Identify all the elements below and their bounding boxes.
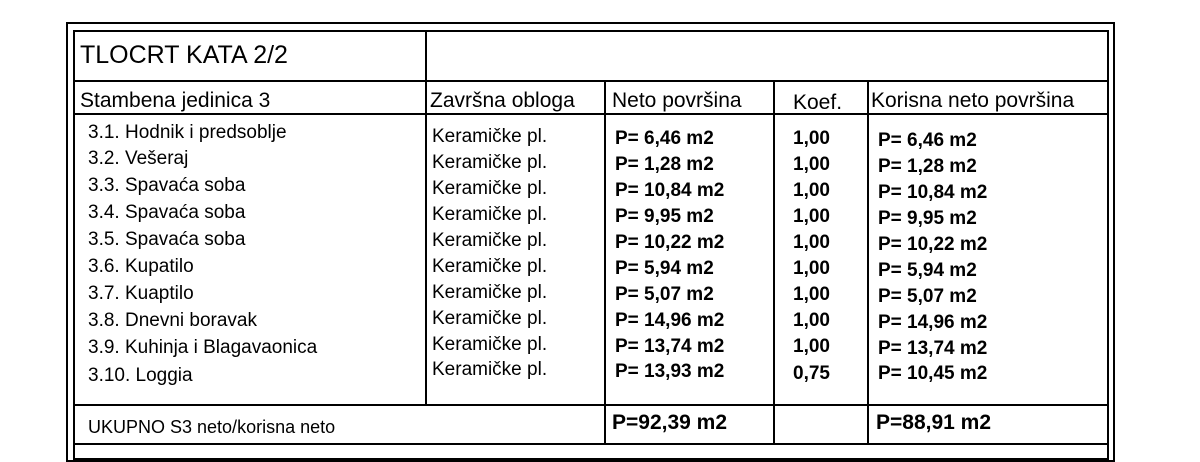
header-net-area: Neto površina [612,89,742,112]
row-8-room: 3.8. Dnevni boravak [88,310,257,331]
row-5-usable: P= 10,22 m2 [878,234,988,255]
row-5-net: P= 10,22 m2 [615,232,725,253]
row-9-coef: 1,00 [793,336,830,357]
row-6-room: 3.6. Kupatilo [88,256,194,277]
row-10-usable: P= 10,45 m2 [878,363,988,384]
row-10-net: P= 13,93 m2 [615,361,725,382]
total-net: P=92,39 m2 [612,411,728,434]
row-3-usable: P= 10,84 m2 [878,182,988,203]
row-5-room: 3.5. Spavaća soba [88,229,246,250]
row-3-coef: 1,00 [793,180,830,201]
row-4-net: P= 9,95 m2 [615,206,714,227]
row-2-net: P= 1,28 m2 [615,154,714,175]
row-7-net: P= 5,07 m2 [615,284,714,305]
row-9-room: 3.9. Kuhinja i Blagavaonica [88,337,318,358]
row-8-coef: 1,00 [793,310,830,331]
row-7-usable: P= 5,07 m2 [878,286,977,307]
row-1-net: P= 6,46 m2 [615,128,714,149]
row-5-finish: Keramičke pl. [432,230,548,251]
header-unit: Stambena jedinica 3 [80,89,271,112]
total-usable: P=88,91 m2 [876,411,992,434]
header-coef: Koef. [793,91,843,114]
header-finish: Završna obloga [430,89,575,112]
row-7-room: 3.7. Kuaptilo [88,283,194,304]
header-usable-area: Korisna neto površina [871,89,1075,112]
row-3-net: P= 10,84 m2 [615,180,725,201]
body-divider [73,404,1109,406]
row-1-room: 3.1. Hodnik i predsoblje [88,122,287,143]
row-8-finish: Keramičke pl. [432,308,548,329]
row-4-finish: Keramičke pl. [432,204,548,225]
col-divider-finish [425,80,427,406]
row-6-net: P= 5,94 m2 [615,258,714,279]
row-2-usable: P= 1,28 m2 [878,156,977,177]
row-1-usable: P= 6,46 m2 [878,130,977,151]
col-divider-net [604,80,606,445]
row-7-finish: Keramičke pl. [432,282,548,303]
row-9-finish: Keramičke pl. [432,334,548,355]
row-6-finish: Keramičke pl. [432,256,548,277]
row-6-coef: 1,00 [793,258,830,279]
row-4-room: 3.4. Spavaća soba [88,202,246,223]
row-8-usable: P= 14,96 m2 [878,312,988,333]
row-8-net: P= 14,96 m2 [615,310,725,331]
row-3-finish: Keramičke pl. [432,178,548,199]
total-label: UKUPNO S3 neto/korisna neto [88,417,336,437]
row-7-coef: 1,00 [793,284,830,305]
col-divider-usable [867,80,869,445]
title-col-divider [425,30,427,82]
row-1-coef: 1,00 [793,128,830,149]
row-2-finish: Keramičke pl. [432,152,548,173]
row-10-room: 3.10. Loggia [88,365,193,386]
row-2-coef: 1,00 [793,154,830,175]
row-6-usable: P= 5,94 m2 [878,260,977,281]
page-title: TLOCRT KATA 2/2 [80,41,288,69]
row-5-coef: 1,00 [793,232,830,253]
row-10-coef: 0,75 [793,363,830,384]
row-10-finish: Keramičke pl. [432,359,548,380]
row-3-room: 3.3. Spavaća soba [88,175,246,196]
header-divider [73,113,1109,115]
row-9-net: P= 13,74 m2 [615,336,725,357]
title-divider [73,80,1109,82]
col-divider-coef [773,80,775,445]
row-2-room: 3.2. Vešeraj [88,148,189,169]
row-1-finish: Keramičke pl. [432,126,548,147]
row-4-usable: P= 9,95 m2 [878,208,977,229]
row-9-usable: P= 13,74 m2 [878,338,988,359]
row-4-coef: 1,00 [793,206,830,227]
total-divider [73,443,1109,445]
